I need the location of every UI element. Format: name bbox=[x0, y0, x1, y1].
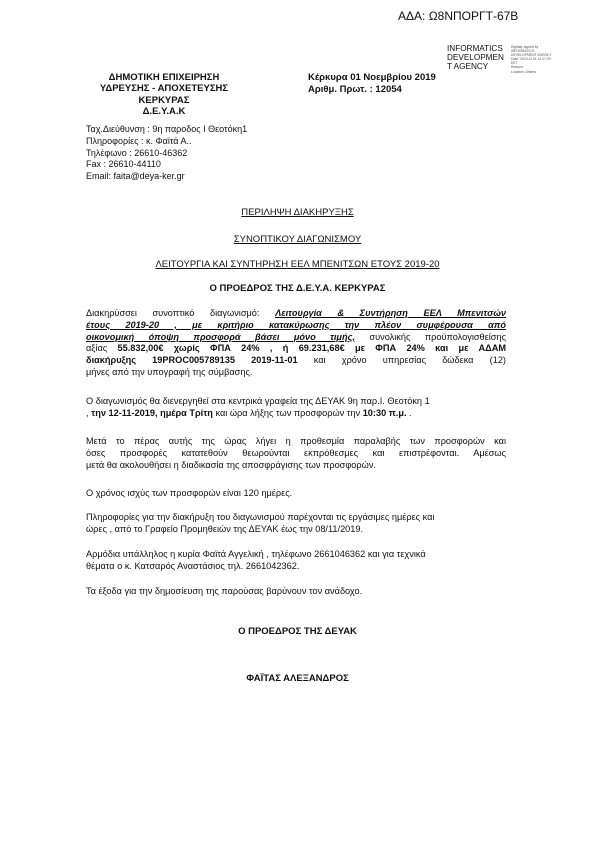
stamp-line: INFORMATICS bbox=[447, 44, 503, 53]
digital-signature-stamp bbox=[447, 44, 504, 71]
org-line: Δ.Ε.Υ.Α.Κ bbox=[142, 106, 186, 118]
contact-block bbox=[86, 124, 247, 183]
text: Διακηρύσσει συνοπτικό διαγωνισμό: bbox=[86, 308, 276, 318]
stamp-small-line: DEVELOPMENT AGENCY bbox=[511, 53, 552, 58]
text: αξίας bbox=[86, 343, 118, 354]
date-protocol-block bbox=[308, 72, 436, 96]
contact-email: Email: faita@deya-ker.gr bbox=[86, 171, 185, 182]
organization-header bbox=[84, 72, 244, 118]
stamp-small-line: Location: Athens bbox=[511, 69, 537, 74]
signature-name: ΦΑΪΤΑΣ ΑΛΕΞΑΝΔΡΟΣ bbox=[246, 673, 349, 684]
text: όσες προσφορές κατατεθούν θεωρούνται εκπρόθεσμες και επιστρέφονται. Αμέσως bbox=[86, 447, 506, 458]
stamp-line: DEVELOPMEN bbox=[447, 53, 504, 62]
text: . bbox=[406, 407, 412, 418]
heading-president: Ο ΠΡΟΕΔΡΟΣ ΤΗΣ Δ.Ε.Υ.Α. ΚΕΡΚΥΡΑΣ bbox=[209, 283, 386, 294]
paragraph-announcement bbox=[86, 308, 506, 379]
text: έτους 2019-20 , με κριτήριο κατακύρωσης την πλέον συμφέρουσα από bbox=[86, 319, 506, 330]
org-line: ΥΔΡΕΥΣΗΣ - ΑΠΟΧΕΤΕΥΣΗΣ bbox=[99, 83, 229, 95]
stamp-line: T AGENCY bbox=[447, 62, 489, 71]
text: Αρμόδια υπάλληλος η κυρία Φαϊτά Αγγελική , τηλέφωνο 2661046362 και για τεχνικά bbox=[86, 549, 426, 559]
text: και χρόνο υπηρεσίας δώδεκα (12) bbox=[297, 355, 506, 366]
stamp-small-line: INFORMATICS bbox=[511, 49, 535, 54]
place-date: Κέρκυρα 01 Νοεμβρίου 2019 bbox=[308, 72, 436, 83]
text: Πληροφορίες για την διακήρυξη του διαγωνισμού παρέχονται τις εργάσιμες ημέρες και bbox=[86, 512, 435, 522]
contact-info-person: Πληροφορίες : κ. Φαϊτά Α.. bbox=[86, 135, 192, 146]
protocol-number: Αριθμ. Πρωτ. : 12054 bbox=[308, 84, 402, 96]
text: ώρες , από το Γραφείο Προμηθειών της ΔΕΥΑΚ έως την 08/11/2019. bbox=[86, 523, 364, 534]
heading-tender-type: ΣΥΝΟΠΤΙΚΟΥ ΔΙΑΓΩΝΙΣΜΟΥ bbox=[233, 234, 362, 245]
budget-value: 55.832,00€ χωρίς ΦΠΑ 24% , ή 69.231,68€ με ΦΠΑ 24% και με ΑΔΑΜ bbox=[117, 343, 506, 354]
signature-title: Ο ΠΡΟΕΔΡΟΣ ΤΗΣ ΔΕΥΑΚ bbox=[238, 626, 357, 637]
paragraph-validity: Ο χρόνος ισχύς των προσφορών είναι 120 ημέρες. bbox=[86, 488, 293, 498]
text: συνολικής προϋπολογισθείσης bbox=[355, 331, 506, 342]
digital-signature-details bbox=[511, 45, 552, 74]
text: μετά θα ακολουθήσει η διαδικασία της αποσφράγισης των προσφορών. bbox=[86, 459, 376, 470]
deadline-date: την 12-11-2019, ημέρα Τρίτη bbox=[91, 407, 213, 418]
stamp-small-line: Reason: bbox=[511, 65, 524, 70]
heading-subject: ΛΕΙΤΟΥΡΓΙΑ ΚΑΙ ΣΥΝΤΗΡΗΣΗ ΕΕΛ ΜΠΕΝΙΤΣΩΝ ΕΤΟΥΣ 2019-20 bbox=[155, 259, 440, 270]
paragraph-deadline bbox=[86, 436, 506, 471]
text: θέματα ο κ. Κατσαρός Αναστάσιος τηλ. 2661042362. bbox=[86, 560, 300, 571]
text: Μετά το πέρας αυτής της ώρας λήγει η προθεσμία παραλαβής των προσφορών και bbox=[86, 436, 506, 446]
stamp-small-line: EET bbox=[511, 61, 518, 66]
contact-address: Ταχ.Διεύθυνση : 9η παροδος Ι Θεοτόκη1 bbox=[86, 124, 248, 134]
stamp-small-line: Digitally signed by bbox=[511, 45, 539, 49]
org-line: ΚΕΡΚΥΡΑΣ bbox=[138, 94, 190, 106]
tender-subject: Λειτουργία & Συντήρηση ΕΕΛ Μπενιτσών bbox=[275, 308, 506, 318]
contact-phone: Τηλέφωνο : 26610-46362 bbox=[86, 147, 188, 158]
heading-summary: ΠΕΡΙΛΗΨΗ ΔΙΑΚΗΡΥΞΗΣ bbox=[241, 207, 354, 218]
paragraph-costs: Τα έξοδα για την δημοσίευση της παρούσας βαρύνουν τον ανάδοχο. bbox=[86, 586, 363, 596]
paragraph-info bbox=[86, 512, 506, 536]
ada-code: ΑΔΑ: Ω8ΝΠΟΡΓΤ-67Β bbox=[398, 9, 519, 23]
adam-code: διακήρυξης 19PROC005789135 2019-11-01 bbox=[86, 355, 298, 366]
award-criterion: οικονομική όποψη προσφορά βάσει μόνο τιμής, bbox=[86, 331, 356, 342]
text: και ώρα λήξης των προσφορών την bbox=[212, 407, 363, 418]
deadline-time: 10:30 π.μ. bbox=[362, 407, 407, 418]
text: Ο διαγωνισμός θα διενεργηθεί στα κεντρικά γραφεία της ΔΕΥΑΚ 9η παρ.Ι. Θεοτόκη 1 bbox=[86, 396, 430, 406]
contact-fax: Fax : 26610-44110 bbox=[86, 159, 161, 170]
org-line: ΔΗΜΟΤΙΚΗ ΕΠΙΧΕΙΡΗΣΗ bbox=[108, 72, 220, 83]
stamp-small-line: Date: 2019.11.01 11:17:29 bbox=[511, 57, 551, 62]
text: μήνες από την υπογραφή της σύμβασης. bbox=[86, 366, 253, 377]
paragraph-contact-persons bbox=[86, 549, 506, 573]
text: , bbox=[86, 407, 92, 418]
paragraph-venue bbox=[86, 396, 506, 420]
